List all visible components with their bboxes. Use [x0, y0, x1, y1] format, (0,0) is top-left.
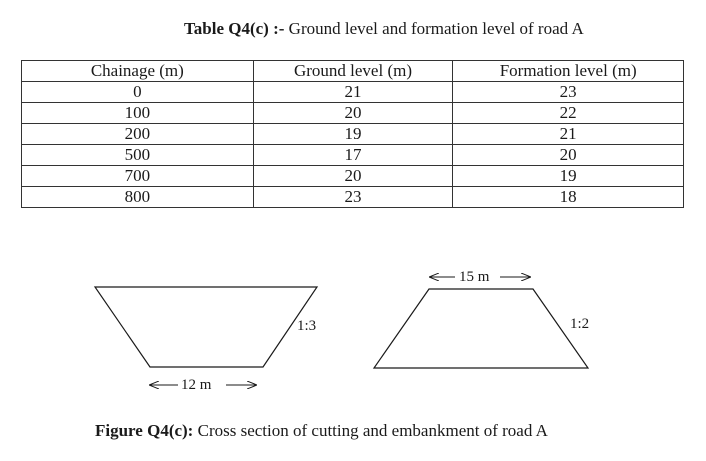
- table-row: [22, 187, 684, 208]
- header-formation-level: Formation level (m): [453, 61, 684, 82]
- table-caption: [184, 19, 584, 39]
- chainage-cell: 800: [22, 187, 254, 208]
- embankment-slope-label: 1:2: [570, 316, 590, 332]
- cutting-cross-section: [95, 287, 317, 367]
- table-row: [22, 166, 684, 187]
- table-row: [22, 103, 684, 124]
- ground-level-cell: 20: [253, 103, 453, 124]
- embankment-cross-section: [374, 289, 588, 368]
- formation-level-cell: 20: [453, 145, 684, 166]
- table-header-row: [22, 61, 684, 82]
- formation-level-cell: 22: [453, 103, 684, 124]
- cutting-slope-label: 1:3: [297, 318, 317, 334]
- cutting-base-width-label: 12 m: [181, 377, 212, 393]
- table-caption-text: Ground level and formation level of road A: [284, 19, 584, 38]
- figure-caption-text: Cross section of cutting and embankment of road A: [193, 421, 548, 440]
- figure-caption: [95, 421, 548, 441]
- formation-level-cell: 21: [453, 124, 684, 145]
- formation-level-cell: 19: [453, 166, 684, 187]
- chainage-cell: 100: [22, 103, 254, 124]
- chainage-cell: 0: [22, 82, 254, 103]
- chainage-cell: 200: [22, 124, 254, 145]
- figure-caption-label: Figure Q4(c):: [95, 421, 194, 440]
- formation-level-cell: 23: [453, 82, 684, 103]
- header-chainage: Chainage (m): [22, 61, 254, 82]
- table-row: [22, 124, 684, 145]
- ground-level-cell: 21: [253, 82, 453, 103]
- chainage-cell: 500: [22, 145, 254, 166]
- header-ground-level: Ground level (m): [253, 61, 453, 82]
- embankment-top-width-label: 15 m: [459, 269, 490, 285]
- chainage-cell: 700: [22, 166, 254, 187]
- ground-level-cell: 23: [253, 187, 453, 208]
- cross-section-figure: [0, 250, 706, 410]
- table-row: [22, 145, 684, 166]
- levels-table: [21, 60, 684, 208]
- table-caption-label: Table Q4(c) :-: [184, 19, 285, 38]
- ground-level-cell: 20: [253, 166, 453, 187]
- ground-level-cell: 19: [253, 124, 453, 145]
- ground-level-cell: 17: [253, 145, 453, 166]
- table-row: [22, 82, 684, 103]
- formation-level-cell: 18: [453, 187, 684, 208]
